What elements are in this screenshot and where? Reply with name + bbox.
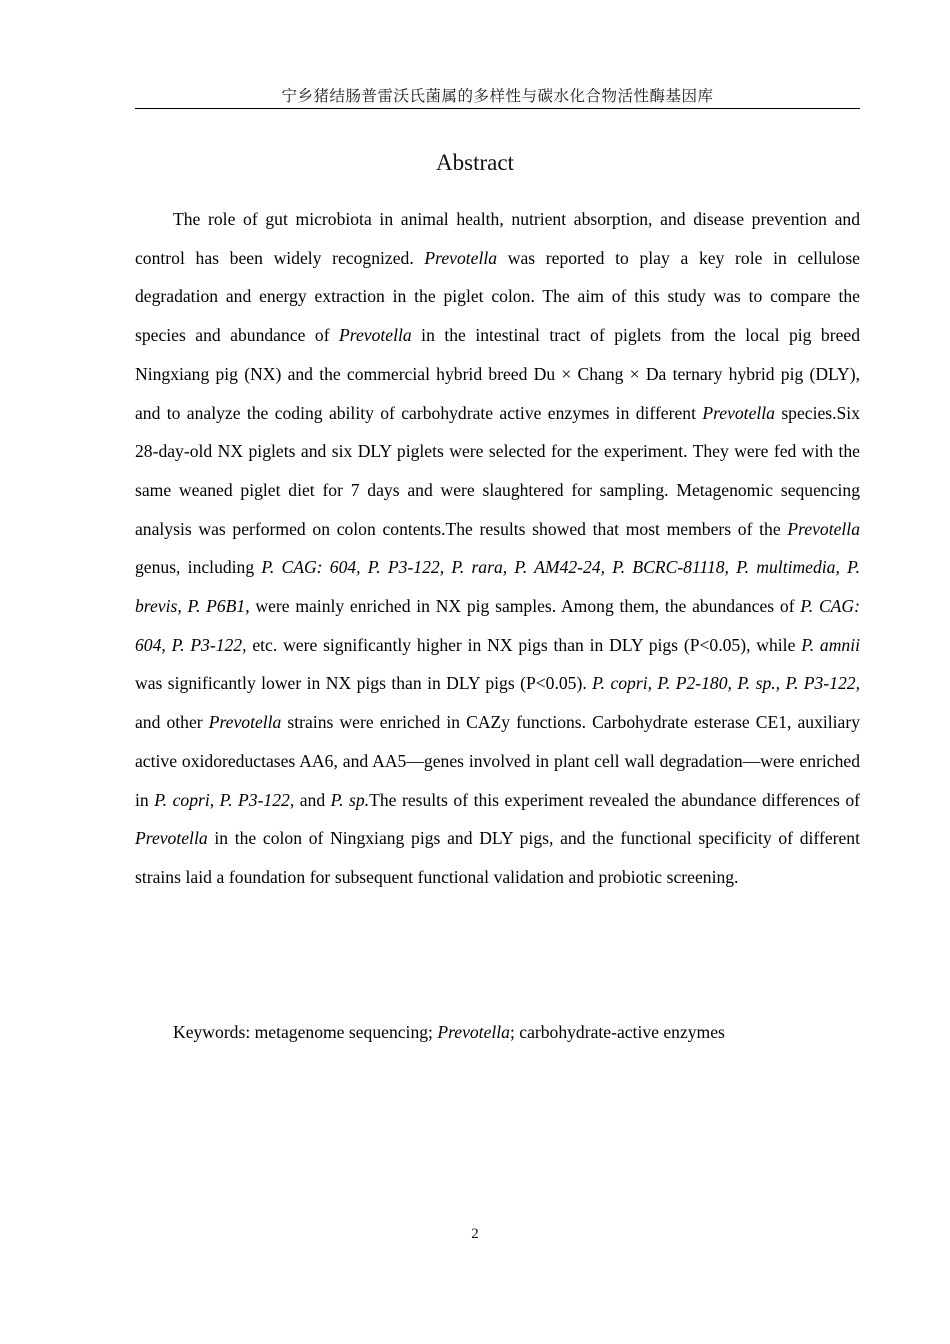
abstract-text-run: was significantly lower in NX pigs than in DLY pigs (P<0.05). [135, 673, 593, 694]
abstract-body [135, 200, 860, 897]
abstract-text-run: in the colon of Ningxiang pigs and DLY pigs, and the functional specificity of different strains laid a foundation for subsequent functional validation and probiotic screening. [135, 828, 860, 887]
species-name-italic: Prevotella [437, 1022, 510, 1042]
species-name-italic: Prevotella [787, 518, 860, 539]
species-name-italic: P. copri, P. P3-122, [154, 789, 295, 810]
abstract-text-run: in the intestinal tract of piglets from the local pig breed Ningxiang pig (NX) and the commercial hybrid breed Du × Chang × Da ternary hybrid pig (DLY), and to analyze the coding ability of carbohydrate active enzymes in different [135, 325, 860, 423]
keyword-term: metagenome sequencing; [254, 1022, 438, 1042]
page-title: Abstract [436, 150, 514, 175]
abstract-text-run: The role of gut microbiota in animal health, nutrient absorption, and disease prevention and control has been widely recognized. [135, 209, 860, 268]
keywords-label: Keywords: [173, 1022, 255, 1042]
species-name-italic: Prevotella [135, 828, 208, 849]
species-name-italic: Prevotella [702, 402, 775, 423]
species-name-italic: P. amnii [801, 634, 860, 655]
abstract-text-run: and other [135, 712, 209, 733]
abstract-text-run: were mainly enriched in NX pig samples. Among them, the abundances of [249, 596, 801, 617]
species-name-italic: Prevotella [339, 325, 412, 346]
abstract-text-run: strains were enriched in CAZy functions. Carbohydrate esterase CE1, auxiliary active oxidoreductases AA6, and AA5—genes involved in plant cell wall degradation—were enriched in [135, 712, 860, 810]
header-divider-rule [135, 108, 860, 109]
abstract-text-run: and [294, 789, 331, 810]
keywords-block [135, 1013, 860, 1052]
abstract-text-run: etc. were significantly higher in NX pigs than in DLY pigs (P<0.05), while [246, 634, 802, 655]
abstract-text-run: genus, including [135, 557, 262, 578]
abstract-text-run: species.Six 28-day-old NX piglets and six DLY piglets were selected for the experiment. They were fed with the same weaned piglet diet for 7 days and were slaughtered for sampling. Metagenomic sequencing analysis was performed on colon contents.The results showed that most members of the [135, 402, 860, 539]
species-name-italic: P. CAG: 604, P. P3-122, [135, 596, 860, 655]
abstract-text-run: was reported to play a key role in cellulose degradation and energy extraction in the piglet colon. The aim of this study was to compare the species and abundance of [135, 247, 860, 346]
abstract-text-run: The results of this experiment revealed the abundance differences of [369, 789, 860, 810]
keyword-term: ; carbohydrate-active enzymes [509, 1022, 725, 1042]
running-header [135, 86, 860, 109]
species-name-italic: P. sp. [330, 789, 370, 810]
page-number: 2 [471, 1226, 479, 1242]
running-header-title: 宁乡猪结肠普雷沃氏菌属的多样性与碳水化合物活性酶基因库 [281, 87, 714, 105]
keywords-line [135, 1013, 860, 1052]
species-name-italic: Prevotella [208, 712, 282, 733]
species-name-italic: P. copri, P. P2-180, P. sp., P. P3-122, [592, 673, 860, 694]
species-name-italic: P. CAG: 604, P. P3-122, P. rara, P. AM42-24, P. BCRC-81118, P. multimedia, P. brevis, P. P6B1, [135, 557, 860, 617]
species-name-italic: Prevotella [424, 247, 498, 268]
abstract-paragraph [135, 200, 860, 897]
